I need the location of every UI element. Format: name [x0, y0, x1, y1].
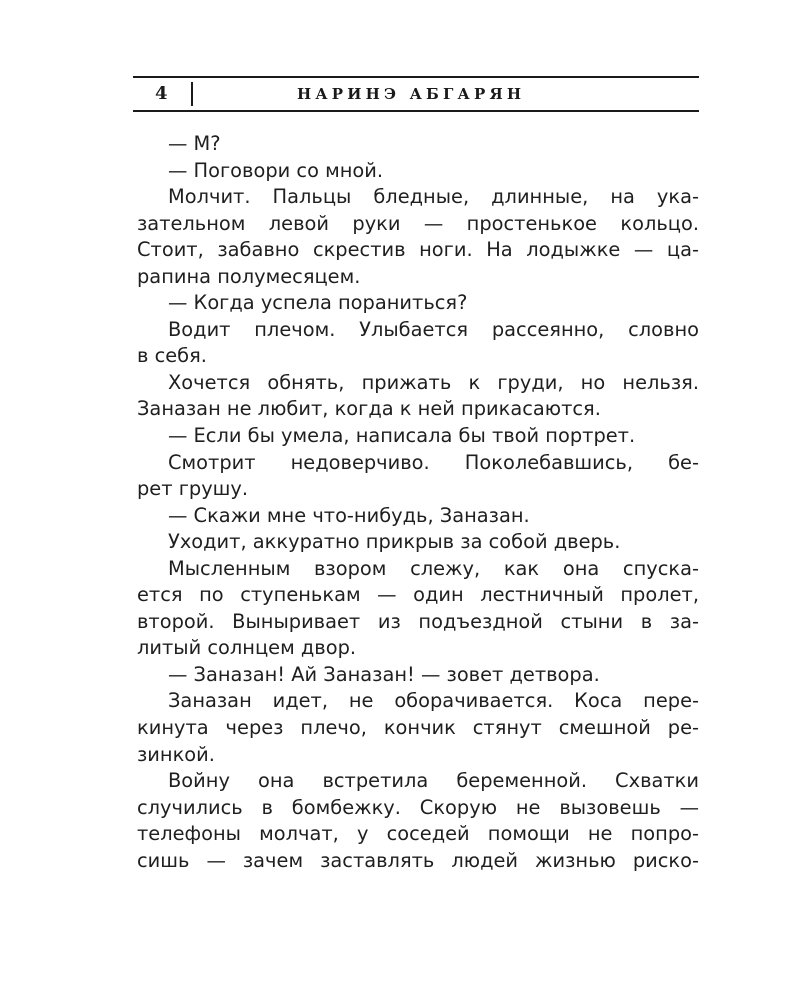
text-line: зательном левой руки — простенькое кольцо. — [137, 211, 699, 235]
text-line: литый солнцем двор. — [137, 636, 357, 660]
text-line: телефоны молчат, у соседей помощи не попро- — [137, 822, 699, 846]
text-line: Мысленным взором слежу, как она спуска- — [168, 556, 699, 580]
text-line: второй. Выныривает из подъездной стыни в за- — [137, 609, 699, 633]
text-line: — Заназан! Ай Заназан! — зовет детвора. — [168, 662, 600, 686]
text-line: ется по ступенькам — один лестничный пролет, — [137, 583, 699, 607]
text-line: рапина полумесяцем. — [137, 264, 361, 288]
page-header — [133, 76, 699, 112]
header-divider — [191, 82, 193, 106]
text-line: Хочется обнять, прижать к груди, но нельзя. — [168, 370, 699, 394]
text-line: зинкой. — [137, 742, 215, 766]
text-line: Водит плечом. Улыбается рассеянно, словно — [168, 317, 699, 341]
text-line: — М? — [168, 132, 221, 155]
body-text — [137, 131, 699, 874]
text-line: — Когда успела пораниться? — [168, 291, 468, 315]
text-line: Уходит, аккуратно прикрыв за собой дверь. — [168, 530, 621, 554]
text-line: — Если бы умела, написала бы твой портрет. — [168, 424, 636, 448]
text-line: случились в бомбежку. Скорую не вызовешь — — [137, 795, 699, 819]
text-line: — Поговори со мной. — [168, 158, 384, 182]
text-line: Заназан идет, не оборачивается. Коса пере- — [168, 689, 699, 713]
text-line: Смотрит недоверчиво. Поколебавшись, бе- — [168, 450, 699, 474]
running-head-author: НАРИНЭ АБГАРЯН — [297, 85, 526, 103]
text-line: Войну она встретила беременной. Схватки — [168, 769, 699, 793]
text-line: Стоит, забавно скрестив ноги. На лодыжке — ца- — [137, 238, 699, 262]
text-line: — Скажи мне что-нибудь, Заназан. — [168, 503, 530, 527]
text-line: кинута через плечо, кончик стянут смешной ре- — [137, 716, 699, 740]
text-line: в себя. — [137, 344, 207, 368]
text-line: сишь — зачем заставлять людей жизнью риско- — [137, 848, 699, 872]
text-line: Молчит. Пальцы бледные, длинные, на ука- — [168, 185, 699, 209]
text-line: Заназан не любит, когда к ней прикасаются. — [137, 397, 601, 421]
text-line: рет грушу. — [137, 477, 249, 501]
page-number: 4 — [155, 83, 168, 104]
